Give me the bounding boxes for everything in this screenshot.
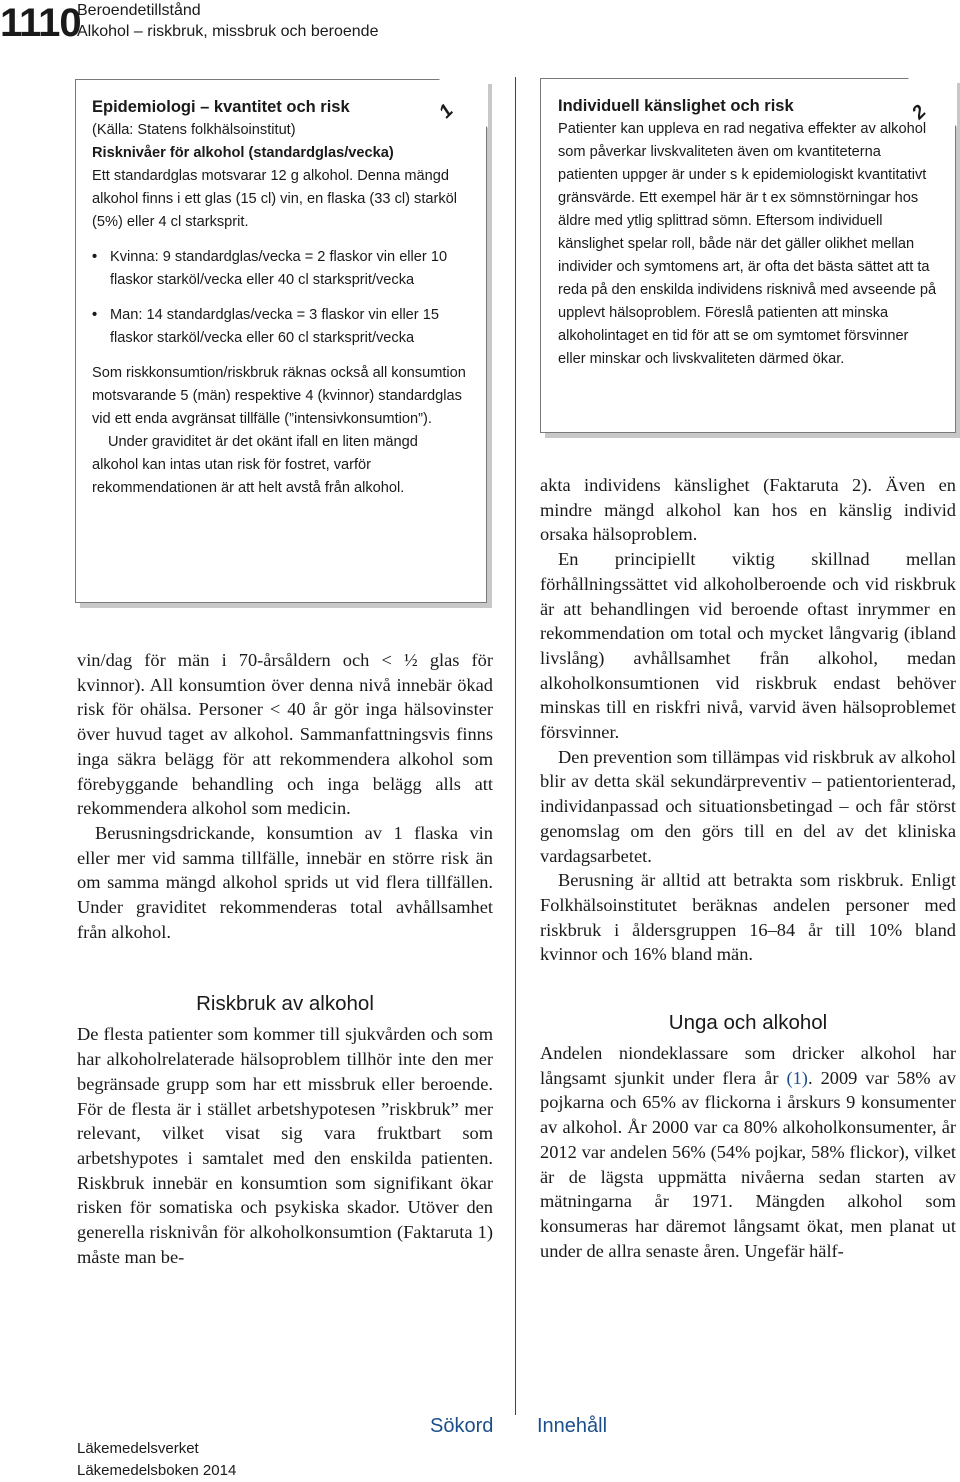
body-paragraph: Den prevention som tillämpas vid riskbruk av alkohol blir av detta skäl sekundärpreventiv – patientorienterad, individanpassad och situationsbetingad – och får störst genomslag om den görs till en del av det kliniska vardagsarbetet. <box>540 746 956 866</box>
fact-box-2 <box>540 78 956 433</box>
fact-box-title: Individuell känslighet och risk <box>558 97 794 115</box>
reference-link[interactable]: (1) <box>786 1067 808 1088</box>
search-index-link[interactable]: Sökord <box>430 1415 494 1437</box>
fact-box-number: 2 <box>908 101 931 124</box>
footer-publisher: Läkemedelsverket <box>77 1440 199 1457</box>
bullet-item: • Kvinna: 9 standardglas/vecka = 2 flaskor vin eller 10 flaskor starköl/vecka eller 40 cl starksprit/vecka <box>92 246 457 292</box>
right-column <box>540 473 956 1263</box>
body-paragraph: En principiellt viktig skillnad mellan förhållningssättet vid alkoholberoende och vid riskbruk är att behandlingen vid beroende oftast inrymmer en rekommendation om total och mycket långvarig (ibland livslång) avhållsamhet från alkohol, medan alkoholkonsumtionen vid riskbruk endast behöver minskas till en riskfri nivå, varvid även hälsoproblemet försvinner. <box>540 549 956 743</box>
page-number: 1110 <box>0 1 81 45</box>
running-header-title: Beroendetillstånd <box>77 2 201 19</box>
fact-box-intro: Ett standardglas motsvarar 12 g alkohol. Denna mängd alkohol finns i ett glas (15 cl) vin, en flaska (33 cl) starköl (5%) eller 4 cl starksprit. <box>92 168 458 230</box>
section-heading: Unga och alkohol <box>668 1011 828 1035</box>
fact-box-paragraph: Under graviditet är det okänt ifall en liten mängd alkohol kan intas utan risk för fostret, varför rekommendationen är att helt avstå från alkohol. <box>92 434 418 496</box>
fact-box-source: (Källa: Statens folkhälsoinstitut) <box>92 122 296 138</box>
fact-box-text: Patienter kan uppleva en rad negativa effekter av alkohol som påverkar livskvaliteten även om kvantiteterna patienten uppger är under s k epidemiologiskt kvantitativt gränsvärde. Ett exempel här är t ex sömnstörningar hos äldre med ytlig splittrad sömn. Eftersom individuell känslighet spelar roll, både när det gäller olikhet mellan individer och symtomens art, är ofta det bästa sättet att ta reda på den enskilda individens risknivå med avseende på upplevt hälsoproblem. Föreslå patienten att minska alkoholintaget en tid för att se om symtomet försvinner eller minskar och livskvaliteten därmed ökar. <box>558 121 937 367</box>
footer-book: Läkemedelsboken 2014 <box>77 1462 237 1479</box>
section-heading: Riskbruk av alkohol <box>196 992 374 1016</box>
body-paragraph: vin/dag för män i 70-årsåldern och < ½ glas för kvinnor). All konsumtion över denna nivå innebär ökad risk för ohälsa. Personer < 40 år gör inga hälsovinster över huvud taget av alkohol. Sammanfattningsvis finns inga säkra belägg för att rekommendera alkohol som förebyggande behandling och inga belägg alls att rekommendera alkohol som medicin. <box>77 650 493 819</box>
body-paragraph: akta individens känslighet (Faktaruta 2). Även en mindre mängd alkohol kan hos en känslig individ orsaka hälsoproblem. <box>540 475 956 545</box>
body-paragraph: De flesta patienter som kommer till sjukvården och som har alkoholrelaterade hälsoproblem tillhör inte den mer begränsade grupp som har ett missbruk eller beroende. För de flesta är i stället arbetshypotesen ”riskbruk” mer relevant, vilket visat sig vara fruktbart som arbetshypotes i samtalet med den enskilda patienten. Riskbruk innebär en konsumtion som signifikant ökar risken för somatiska och psykiska skador. Utöver den generella risknivån för alkoholkonsumtion (Faktaruta 1) måste man be- <box>77 1024 493 1267</box>
paragraph-text: . 2009 var 58% av pojkarna och 65% av flickorna i årskurs 9 konsumenter av alkohol. År 2000 var ca 80% alkoholkonsumenter, år 2012 var andelen 56% (54% pojkar, 58% flickor), vilket är de lägsta uppmätta nivåerna sedan starten av mätningarna år 1971. Mängden alkohol som konsumeras har däremot långsamt ökat, men planat ut under de allra senaste åren. Ungefär hälf- <box>540 1067 956 1261</box>
fact-box-paragraph: Som riskkonsumtion/riskbruk räknas också all konsumtion motsvarande 5 (män) respektive 4 (kvinnor) standardglas vid ett enda avgränsat tillfälle (”intensivkonsumtion”). <box>92 365 466 427</box>
left-column <box>77 648 493 1269</box>
fact-box-number: 1 <box>435 100 458 123</box>
body-paragraph <box>540 1041 956 1263</box>
paragraph-text: Andelen niondeklassare som dricker alkohol har långsamt sjunkit under flera år <box>540 1043 956 1088</box>
fact-box-1 <box>75 79 487 603</box>
column-divider <box>515 77 516 1415</box>
fact-box-bullet-list <box>92 246 457 350</box>
fact-box-subtitle: Risknivåer för alkohol (standardglas/vecka) <box>92 145 394 161</box>
body-paragraph: Berusning är alltid att betrakta som riskbruk. Enligt Folkhälsoinstitutet beräknas andelen personer med riskbruk i åldersgruppen 16–84 år till 10% bland kvinnor och 16% bland män. <box>540 870 956 965</box>
fact-box-title: Epidemiologi – kvantitet och risk <box>92 98 350 116</box>
body-paragraph: Berusningsdrickande, konsumtion av 1 flaska vin eller mer vid samma tillfälle, innebär en större risk än om samma mängd alkohol sprids ut vid flera tillfällen. Under graviditet rekommenderas total avhållsamhet från alkohol. <box>77 822 493 942</box>
running-header-subtitle: Alkohol – riskbruk, missbruk och beroende <box>77 23 379 40</box>
contents-link[interactable]: Innehåll <box>537 1415 608 1437</box>
bullet-item: • Man: 14 standardglas/vecka = 3 flaskor vin eller 15 flaskor starköl/vecka eller 60 cl starksprit/vecka <box>92 304 457 350</box>
